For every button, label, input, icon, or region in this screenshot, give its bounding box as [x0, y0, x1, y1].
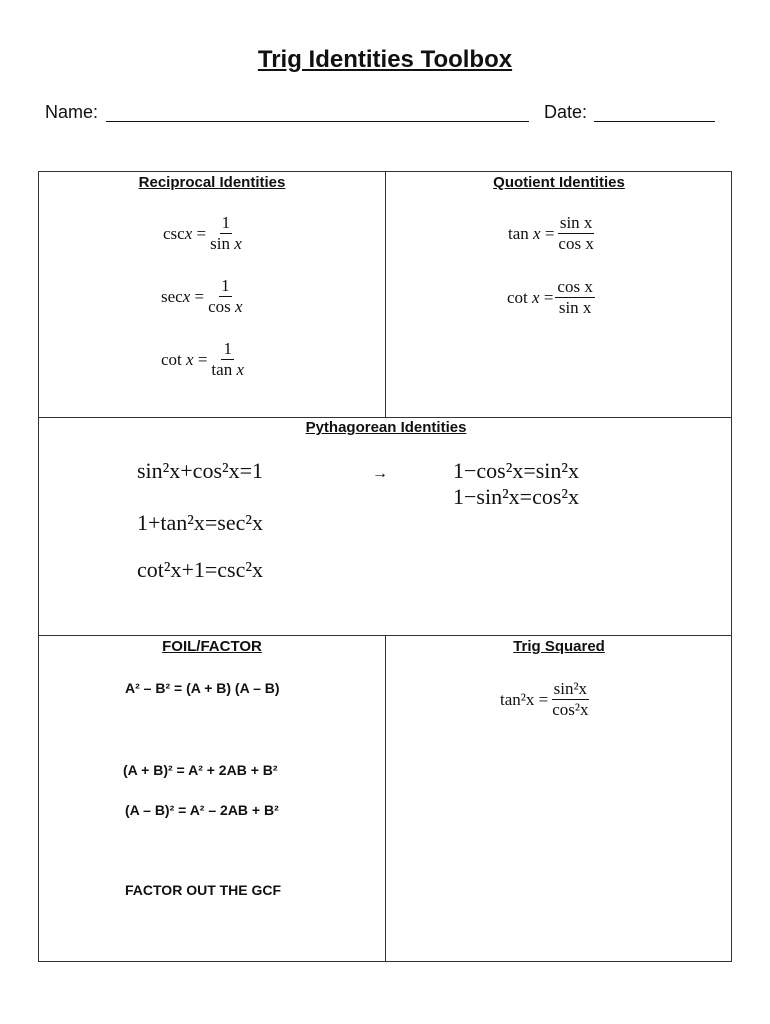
- date-field-line[interactable]: [594, 121, 715, 122]
- name-field-line[interactable]: [106, 121, 529, 122]
- foil-line-3: (A – B)² = A² – 2AB + B²: [125, 802, 279, 818]
- reciprocal-heading: Reciprocal Identities: [138, 174, 286, 191]
- page-title: Trig Identities Toolbox: [257, 46, 513, 73]
- pythagorean-identity-3: cot²x+1=csc²x: [137, 557, 263, 582]
- date-label: Date:: [544, 102, 588, 122]
- column-divider-bottom: [385, 635, 386, 962]
- pythagorean-identity-1: sin²x+cos²x=1: [137, 458, 264, 483]
- foil-line-1: A² – B² = (A + B) (A – B): [125, 680, 280, 696]
- pythagorean-heading: Pythagorean Identities: [305, 419, 467, 436]
- reciprocal-sec: sec x = $\frac{1}{\text{cos x}}$: [161, 276, 243, 316]
- fraction: $\frac{\text{cos x}}{\text{sin x}}$: [557, 277, 593, 317]
- trig-squared-identity: tan²x = $\frac{\text{sin²x}}{\text{cos²x}}$: [500, 679, 589, 719]
- reciprocal-csc: csc x = $\frac{1}{\text{sin x}}$: [163, 213, 242, 253]
- name-label: Name:: [45, 102, 99, 122]
- pythagorean-derived-2: 1−sin²x=cos²x: [453, 484, 580, 509]
- quotient-cot: cot x = $\frac{\text{cos x}}{\text{sin x}}$: [507, 277, 593, 317]
- reciprocal-cot: cot x = $\frac{1}{\text{tan x}}$: [161, 339, 244, 379]
- column-divider-top: [385, 172, 386, 417]
- foil-heading: FOIL/FACTOR: [162, 638, 262, 655]
- arrow-icon: →: [372, 465, 388, 482]
- fraction: $\frac{1}{\text{cos x}}$: [208, 276, 243, 316]
- fraction: $\frac{1}{\text{tan x}}$: [211, 339, 244, 379]
- quotient-tan: tan x = $\frac{\text{sin x}}{\text{cos x}}$: [508, 213, 594, 253]
- foil-line-4: FACTOR OUT THE GCF: [125, 882, 282, 898]
- fraction: $\frac{\text{sin²x}}{\text{cos²x}}$: [552, 679, 589, 719]
- fraction: $\frac{1}{\text{sin x}}$: [210, 213, 242, 253]
- quotient-heading: Quotient Identities: [493, 174, 625, 191]
- foil-line-2: (A + B)² = A² + 2AB + B²: [123, 762, 278, 778]
- trig-squared-heading: Trig Squared: [513, 638, 605, 655]
- pythagorean-identity-2: 1+tan²x=sec²x: [137, 510, 263, 535]
- identities-table: [38, 171, 732, 962]
- row-divider-1: [39, 417, 731, 418]
- fraction: $\frac{\text{sin x}}{\text{cos x}}$: [558, 213, 594, 253]
- pythagorean-derived-1: 1−cos²x=sin²x: [453, 458, 580, 483]
